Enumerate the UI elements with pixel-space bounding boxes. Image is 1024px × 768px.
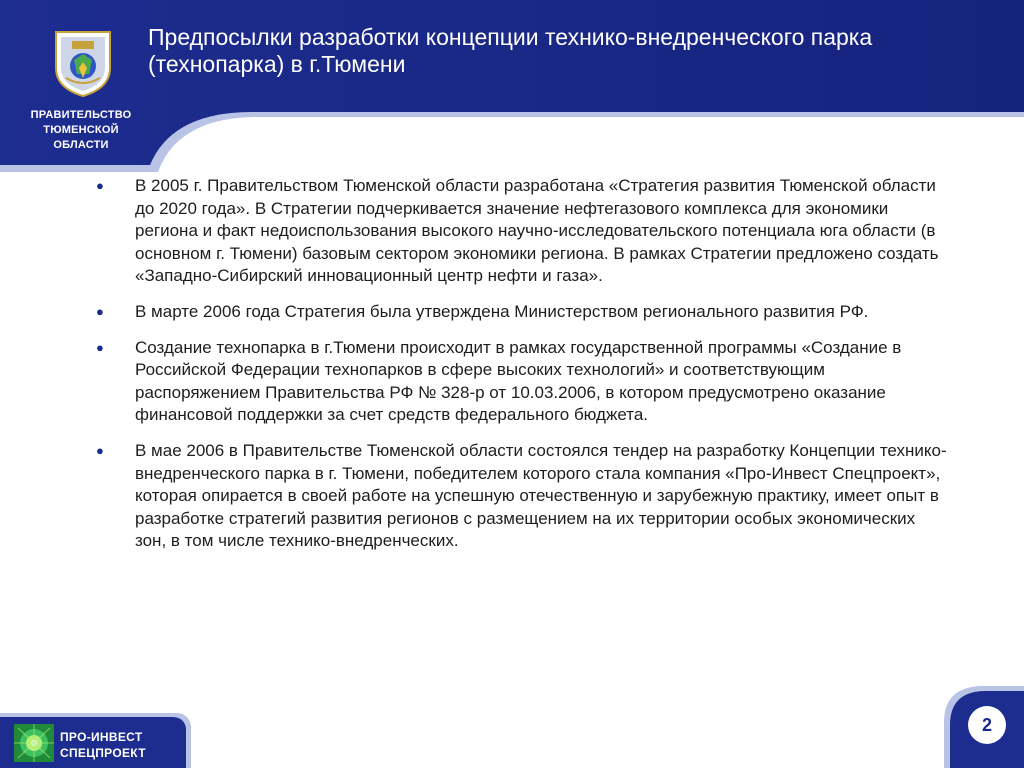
org-name-line-1: ПРАВИТЕЛЬСТВО [30, 109, 132, 121]
bullet-text: Создание технопарка в г.Тюмени происходит в рамках государственной программы «Создание в Российской Федерации технопарков в сфере высоких технологий» и соответствующим распоряжением Правительства РФ № 328-р от 10.03.2006, в котором предусмотрено оказание финансовой поддержки за счет средств федерального бюджета. [135, 337, 902, 425]
bullet-icon: ● [96, 303, 104, 319]
organization-name [0, 108, 162, 153]
footer-company-name [60, 729, 180, 761]
bullet-icon: ● [96, 442, 104, 458]
title-line-1: Предпосылки разработки концепции технико-внедренческого парка [148, 24, 873, 50]
bullet-icon: ● [96, 178, 104, 193]
bullet-text: В 2005 г. Правительством Тюменской области разработана «Стратегия развития Тюменской области до 2020 года». В Стратегии подчеркивается значение нефтегазового комплекса для экономики региона и факт недоиспользования высокого научно-исследовательского потенциала юга области (в основном г. Тюмени) базовым сектором экономики региона. В рамках Стратегии предложено создать «Западно-Сибирский инновационный центр нефти и газа». [135, 176, 939, 286]
bullet-text: В мае 2006 в Правительстве Тюменской области состоялся тендер на разработку Концепции технико-внедренческого парка в г. Тюмени, победителем которого стала компания «Про-Инвест Спецпроект», которая опирается в своей работе на успешную отечественную и зарубежную практику, имеет опыт в разработке стратегий развития регионов с размещением на их территории особых экономических зон, в том числе технико-внедренческих. [135, 440, 947, 551]
bullet-icon: ● [96, 339, 104, 355]
org-name-line-3: ОБЛАСТИ [53, 139, 109, 151]
title-line-2: (технопарка) в г.Тюмени [148, 51, 406, 77]
list-item [90, 440, 950, 553]
page-number: 2 [968, 706, 1006, 744]
page-title [148, 24, 1008, 78]
pro-invest-logo-icon [14, 724, 54, 762]
tyumen-coat-of-arms-icon [52, 28, 114, 98]
list-item [90, 337, 950, 427]
list-item [90, 175, 950, 288]
bullet-list [90, 175, 950, 566]
org-name-line-2: ТЮМЕНСКОЙ [43, 124, 119, 136]
company-line-2: СПЕЦПРОЕКТ [60, 746, 146, 760]
bullet-text: В марте 2006 года Стратегия была утверждена Министерством регионального развития РФ. [135, 301, 869, 321]
company-line-1: ПРО-ИНВЕСТ [60, 730, 143, 744]
list-item [90, 301, 950, 324]
